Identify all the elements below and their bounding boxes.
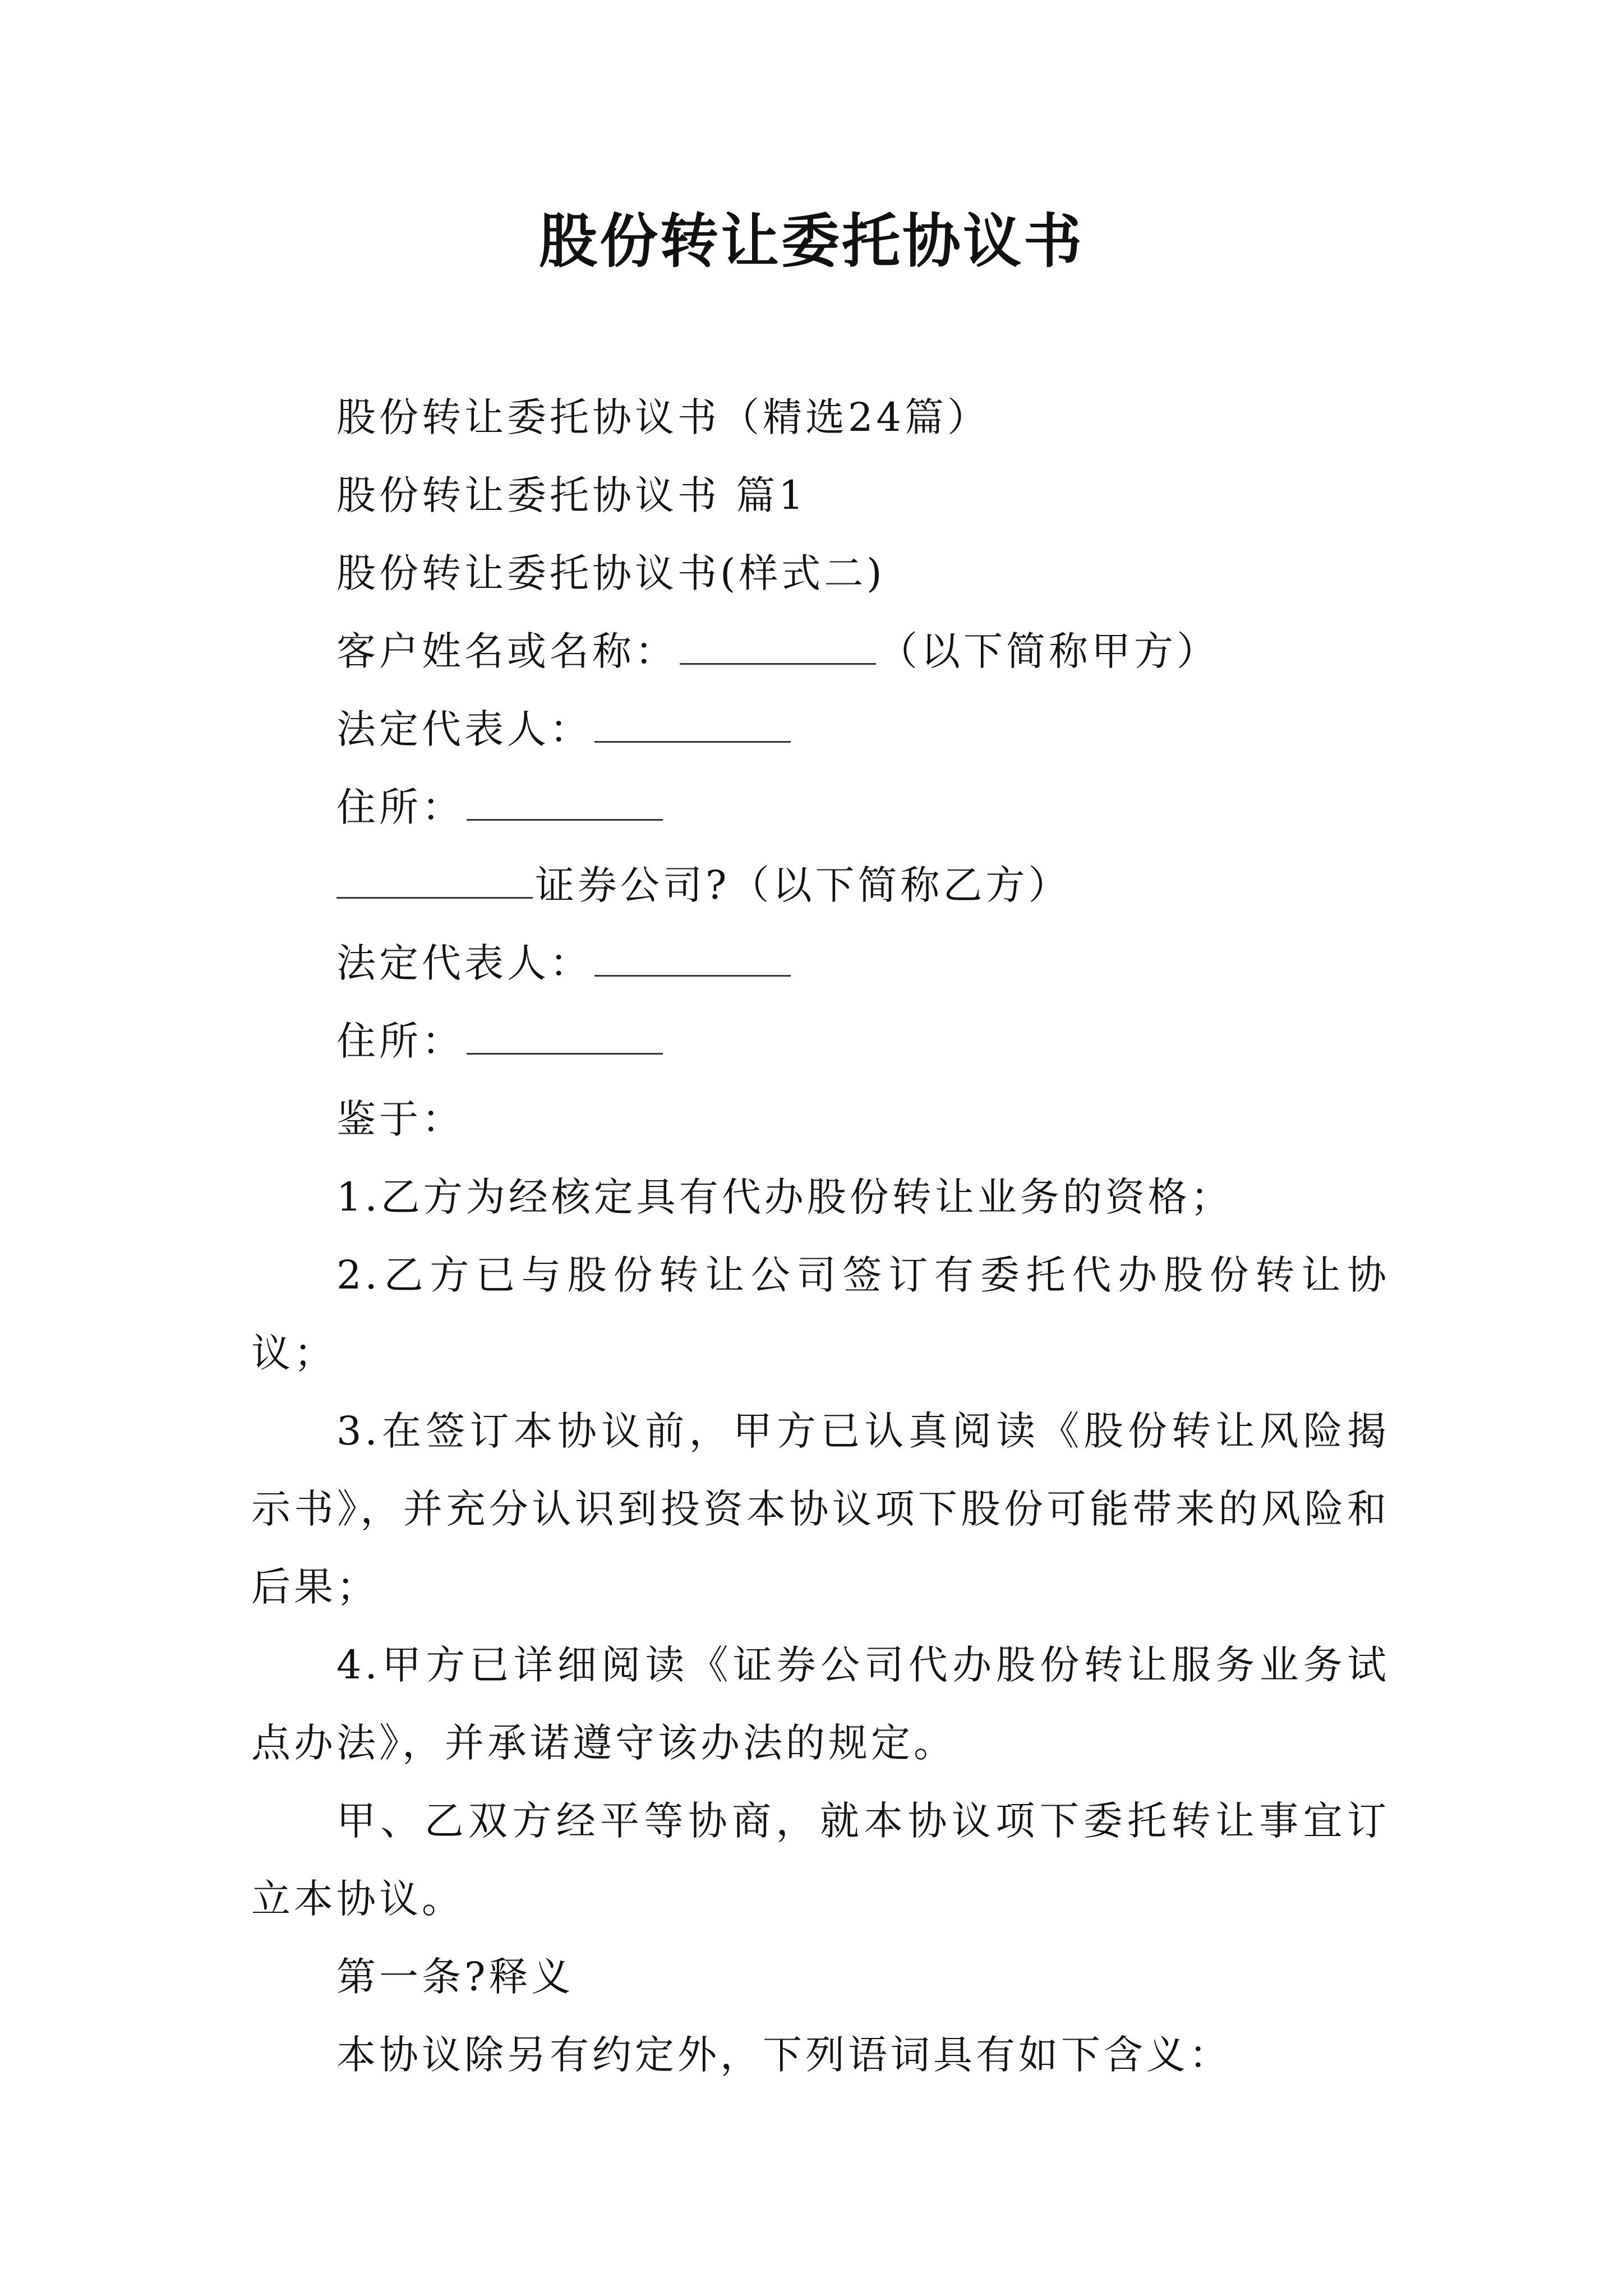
client-name-label: 客户姓名或名称： [336,628,677,674]
legal-rep-label-1: 法定代表人： [336,706,592,752]
article-1-heading: 第一条?释义 [336,1954,574,2000]
legal-rep-blank-1 [594,710,791,743]
client-name-line [251,613,1390,691]
client-name-blank [680,632,876,665]
address-label-1: 住所： [336,784,464,830]
definitions-intro: 本协议除另有约定外，下列语词具有如下含义： [336,2032,1232,2078]
form-heading: 股份转让委托协议书(样式二) [336,550,886,596]
subtitle-line: 股份转让委托协议书（精选24篇） [336,394,990,440]
whereas-item-1: 1.乙方为经核定具有代办股份转让业务的资格； [336,1174,1233,1220]
broker-name-blank [336,866,533,899]
address-label-2: 住所： [336,1018,464,1064]
document-body [251,379,1390,2094]
document-title: 股份转让委托协议书 [538,206,1084,275]
client-name-suffix: （以下简称甲方） [878,628,1219,674]
legal-rep-blank-2 [594,944,791,977]
whereas-item-2: 2.乙方已与股份转让公司签订有委托代办股份转让协议； [251,1252,1390,1376]
address-line-2 [251,1002,1390,1080]
address-line-1 [251,769,1390,846]
legal-rep-line-2 [251,924,1390,1002]
broker-line [251,846,1390,924]
address-blank-1 [467,788,663,821]
whereas-item-3: 3.在签订本协议前，甲方已认真阅读《股份转让风险揭示书》，并充分认识到投资本协议项下股份可能带来的风险和后果； [251,1408,1390,1610]
legal-rep-line-1 [251,691,1390,769]
broker-suffix: 证券公司?（以下简称乙方） [535,862,1071,908]
agreement-paragraph: 甲、乙双方经平等协商，就本协议项下委托转让事宜订立本协议。 [251,1798,1390,1922]
address-blank-2 [467,1022,663,1055]
whereas-heading: 鉴于： [336,1096,464,1142]
legal-rep-label-2: 法定代表人： [336,940,592,986]
chapter-heading: 股份转让委托协议书 篇1 [336,472,807,518]
whereas-item-4: 4.甲方已详细阅读《证券公司代办股份转让服务业务试点办法》，并承诺遵守该办法的规定。 [251,1642,1390,1766]
